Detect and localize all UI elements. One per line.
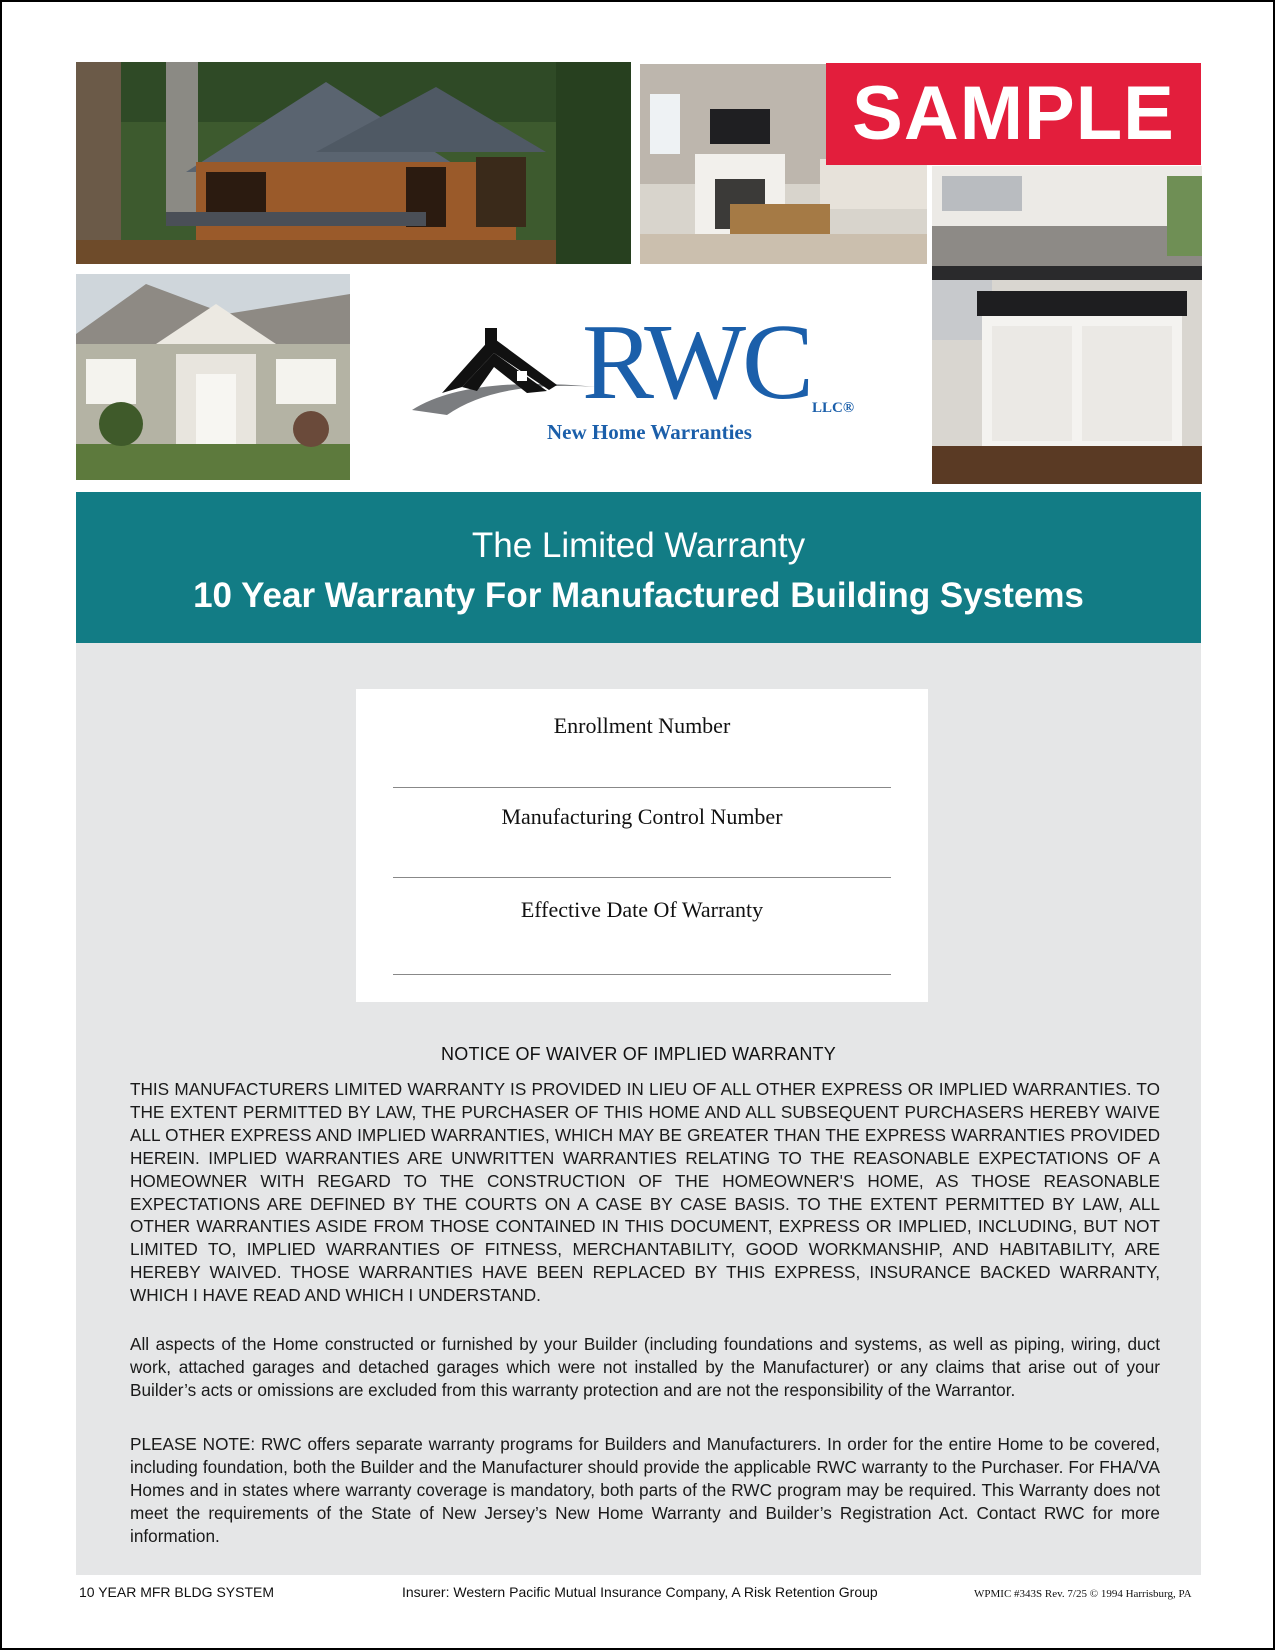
manufacturing-control-number-field[interactable]	[393, 804, 891, 830]
manufacturing-control-number-label: Manufacturing Control Number	[501, 804, 783, 829]
document-subtitle: 10 Year Warranty For Manufactured Building Systems	[193, 576, 1084, 615]
notice-heading: NOTICE OF WAIVER OF IMPLIED WARRANTY	[441, 1044, 836, 1064]
footer-insurer: Insurer: Western Pacific Mutual Insurance Company, A Risk Retention Group	[402, 1584, 878, 1600]
manufacturing-control-number-line	[393, 877, 891, 878]
effective-date-label: Effective Date Of Warranty	[520, 897, 764, 922]
effective-date-line	[393, 974, 891, 975]
logo-llc-mark: LLC®	[812, 400, 855, 416]
title-banner	[76, 492, 1201, 643]
document-title: The Limited Warranty	[471, 526, 806, 565]
enrollment-fields-box	[356, 689, 928, 1002]
logo-wordmark: RWC	[582, 303, 811, 422]
footer-form-name: 10 YEAR MFR BLDG SYSTEM	[79, 1584, 275, 1600]
effective-date-field[interactable]	[393, 897, 891, 923]
footer-form-number: WPMIC #343S Rev. 7/25 © 1994 Harrisburg, PA	[974, 1588, 1192, 1600]
enrollment-number-field[interactable]	[393, 713, 891, 739]
house-roof-icon	[407, 325, 607, 420]
enrollment-number-line	[393, 787, 891, 788]
logo-tagline: New Home Warranties	[547, 420, 752, 444]
photo-suburban-house	[76, 274, 350, 480]
waiver-paragraph: THIS MANUFACTURERS LIMITED WARRANTY IS PROVIDED IN LIEU OF ALL OTHER EXPRESS OR IMPLIED WARRANTIES. TO THE EXTENT PERMITTED BY LAW, THE PURCHASER OF THIS HOME AND ALL SUBSEQUENT PURCHASERS HEREBY WAIVE ALL OTHER EXPRESS AND IMPLIED WARRANTIES, WHICH MAY BE GREATER THAN THE EXPRESS WARRANTIES PROVIDED HEREIN. IMPLIED WARRANTIES ARE UNWRITTEN WARRANTIES RELATING TO THE REASONABLE EXPECTATIONS OF A HOMEOWNER WITH REGARD TO THE CONSTRUCTION OF THE HOMEOWNER'S HOME, AS THOSE REASONABLE EXPECTATIONS ARE DEFINED BY THE COURTS ON A CASE BY CASE BASIS. TO THE EXTENT PERMITTED BY LAW, ALL OTHER WARRANTIES ASIDE FROM THOSE CONTAINED IN THIS DOCUMENT, EXPRESS OR IMPLIED, INCLUDING, BUT NOT LIMITED TO, IMPLIED WARRANTIES OF FITNESS, MERCHANTABILITY, GOOD WORKMANSHIP, AND HABITABILITY, ARE HEREBY WAIVED. THOSE WARRANTIES HAVE BEEN REPLACED BY THIS EXPRESS, INSURANCE BACKED WARRANTY, WHICH I HAVE READ AND WHICH I UNDERSTAND.	[130, 1079, 1160, 1306]
rwc-logo	[407, 303, 867, 450]
enrollment-number-label: Enrollment Number	[553, 713, 731, 738]
photo-timber-house	[76, 62, 631, 264]
builder-exclusion-paragraph: All aspects of the Home constructed or furnished by your Builder (including foundations and systems, as well as piping, wiring, duct work, attached garages and detached garages which were not installed by the Manufacturer) or any claims that arise out of your Builder’s acts or omissions are excluded from this warranty protection and are not the responsibility of the Warrantor.	[130, 1334, 1160, 1400]
photo-kitchen	[932, 166, 1202, 484]
please-note-paragraph: PLEASE NOTE: RWC offers separate warranty programs for Builders and Manufacturers. In order for the entire Home to be covered, including foundation, both the Builder and the Manufacturer should provide the applicable RWC warranty to the Purchaser. For FHA/VA Homes and in states where warranty coverage is mandatory, both parts of the RWC program may be required. This Warranty does not meet the requirements of the State of New Jersey’s New Home Warranty and Builder’s Registration Act. Contact RWC for more information.	[130, 1434, 1160, 1546]
sample-stamp: SAMPLE	[826, 63, 1201, 165]
